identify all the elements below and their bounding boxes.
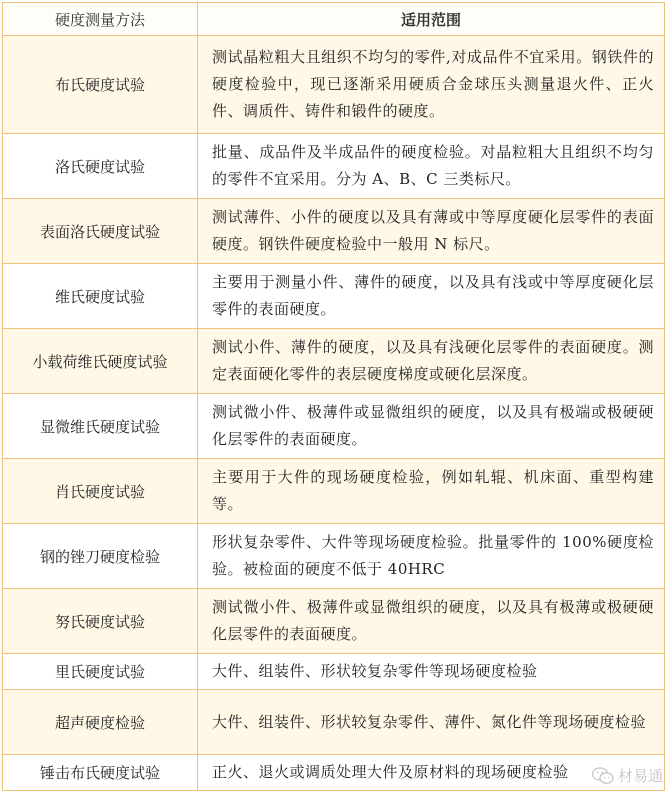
method-cell: 洛氏硬度试验 (3, 134, 198, 199)
scope-cell: 大件、组装件、形状较复杂零件等现场硬度检验 (198, 654, 665, 690)
watermark (592, 765, 663, 786)
scope-cell: 正火、退火或调质处理大件及原材料的现场硬度检验 (198, 755, 665, 791)
table-row (3, 36, 665, 134)
method-cell: 小载荷维氏硬度试验 (3, 329, 198, 394)
table-row (3, 134, 665, 199)
scope-cell: 形状复杂零件、大件等现场硬度检验。批量零件的 100%硬度检验。被检面的硬度不低于 40HRC (198, 524, 665, 589)
scope-cell: 测试微小件、极薄件或显微组织的硬度，以及具有极薄或极硬硬化层零件的表面硬度。 (198, 589, 665, 654)
method-cell: 维氏硬度试验 (3, 264, 198, 329)
scope-cell: 测试小件、薄件的硬度，以及具有浅硬化层零件的表面硬度。测定表面硬化零件的表层硬度梯度或硬化层深度。 (198, 329, 665, 394)
scope-cell: 测试晶粒粗大且组织不均匀的零件,对成品件不宜采用。钢铁件的硬度检验中，现已逐渐采用硬质合金球压头测量退火件、正火件、调质件、铸件和锻件的硬度。 (198, 36, 665, 134)
method-cell: 锤击布氏硬度试验 (3, 755, 198, 791)
scope-cell: 测试微小件、极薄件或显微组织的硬度，以及具有极端或极硬硬化层零件的表面硬度。 (198, 394, 665, 459)
table-row (3, 654, 665, 690)
header-scope: 适用范围 (198, 3, 665, 36)
method-cell: 布氏硬度试验 (3, 36, 198, 134)
method-cell: 努氏硬度试验 (3, 589, 198, 654)
wechat-icon (592, 767, 614, 785)
table-row (3, 459, 665, 524)
hardness-table (2, 2, 665, 791)
table-row (3, 690, 665, 755)
table-row (3, 199, 665, 264)
scope-cell: 批量、成品件及半成品件的硬度检验。对晶粒粗大且组织不均匀的零件不宜采用。分为 A、B、C 三类标尺。 (198, 134, 665, 199)
method-cell: 钢的锉刀硬度检验 (3, 524, 198, 589)
table-header-row (3, 3, 665, 36)
header-method: 硬度测量方法 (3, 3, 198, 36)
table-body (3, 36, 665, 791)
table-row (3, 264, 665, 329)
table-row (3, 755, 665, 791)
method-cell: 表面洛氏硬度试验 (3, 199, 198, 264)
watermark-text: 材易通 (617, 767, 663, 785)
table-row (3, 394, 665, 459)
table-row (3, 329, 665, 394)
table-row (3, 524, 665, 589)
scope-cell: 大件、组装件、形状较复杂零件、薄件、氮化件等现场硬度检验 (198, 690, 665, 755)
method-cell: 超声硬度检验 (3, 690, 198, 755)
scope-cell: 测试薄件、小件的硬度以及具有薄或中等厚度硬化层零件的表面硬度。钢铁件硬度检验中一般用 N 标尺。 (198, 199, 665, 264)
scope-cell: 主要用于测量小件、薄件的硬度，以及具有浅或中等厚度硬化层零件的表面硬度。 (198, 264, 665, 329)
method-cell: 肖氏硬度试验 (3, 459, 198, 524)
scope-cell: 主要用于大件的现场硬度检验，例如轧辊、机床面、重型构建等。 (198, 459, 665, 524)
method-cell: 里氏硬度试验 (3, 654, 198, 690)
table-row (3, 589, 665, 654)
method-cell: 显微维氏硬度试验 (3, 394, 198, 459)
